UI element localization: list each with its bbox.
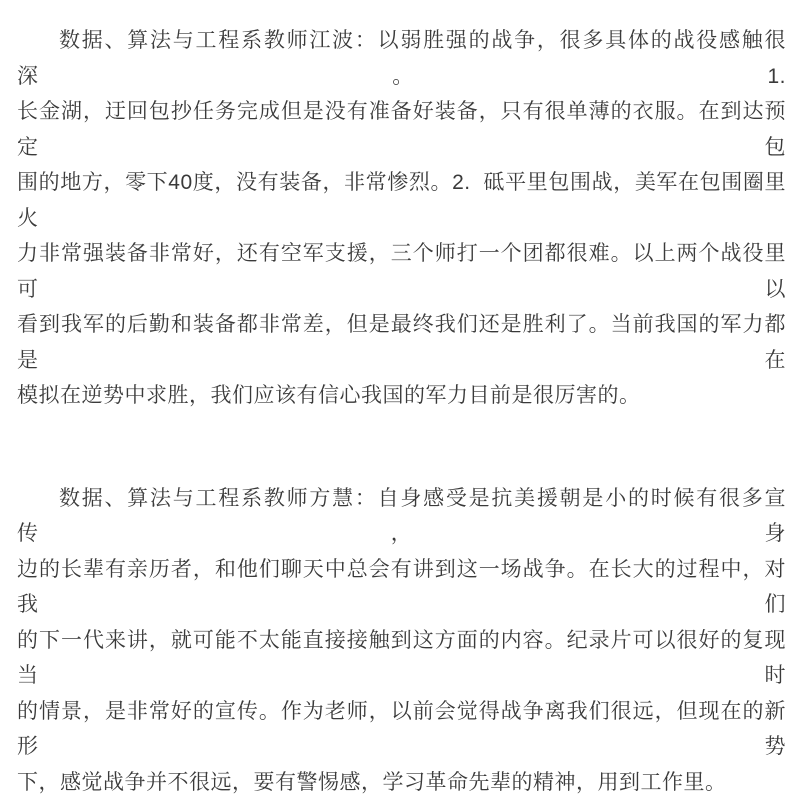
paragraph-teacher-jiangbo (17, 23, 786, 414)
text-line: 的情景，是非常好的宣传。作为老师，以前会觉得战争离我们很远，但现在的新形势 (17, 694, 786, 765)
text-line: 力非常强装备非常好，还有空军支援，三个师打一个团都很难。以上两个战役里可以 (17, 236, 786, 307)
text-line: 看到我军的后勤和装备都非常差，但是最终我们还是胜利了。当前我国的军力都是在 (17, 307, 786, 378)
text-line: 边的长辈有亲历者，和他们聊天中总会有讲到这一场战争。在长大的过程中，对我们 (17, 552, 786, 623)
text-line: 模拟在逆势中求胜，我们应该有信心我国的军力目前是很厉害的。 (17, 378, 786, 414)
text-line: 长金湖，迂回包抄任务完成但是没有准备好装备，只有很单薄的衣服。在到达预定包 (17, 94, 786, 165)
paragraph-teacher-fanghui (17, 481, 786, 800)
text-line: 下，感觉战争并不很远，要有警惕感，学习革命先辈的精神，用到工作里。 (17, 765, 786, 800)
text-line: 数据、算法与工程系教师江波：以弱胜强的战争，很多具体的战役感触很深。1. (17, 23, 786, 94)
text-line: 围的地方，零下40度，没有装备，非常惨烈。2. 砥平里包围战，美军在包围圈里火 (17, 165, 786, 236)
text-line: 的下一代来讲，就可能不太能直接接触到这方面的内容。纪录片可以很好的复现当时 (17, 623, 786, 694)
text-line: 数据、算法与工程系教师方慧：自身感受是抗美援朝是小的时候有很多宣传，身 (17, 481, 786, 552)
